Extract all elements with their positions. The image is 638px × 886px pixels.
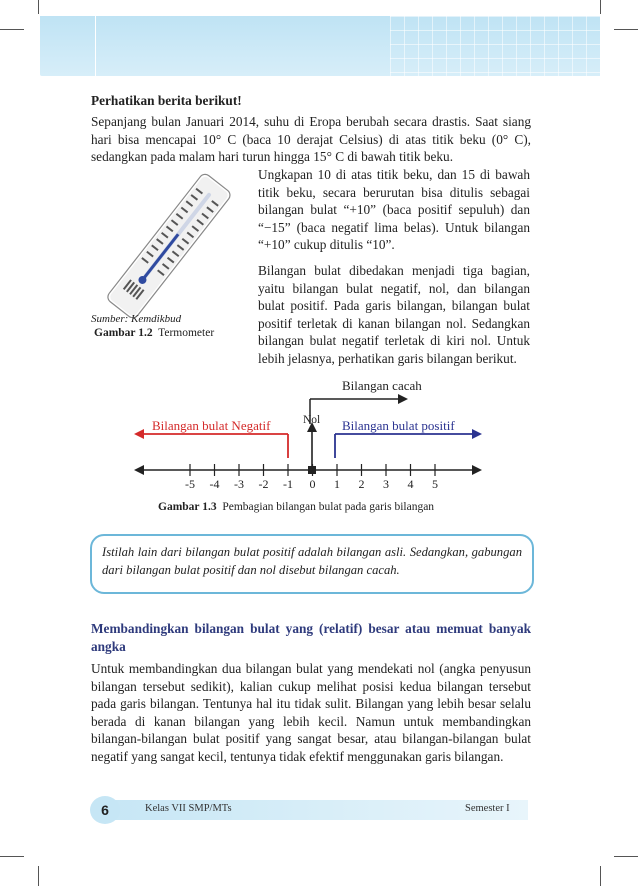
label-bilangan-cacah: Bilangan cacah xyxy=(342,378,422,393)
section-heading: Membandingkan bilangan bulat yang (relatif) besar atau memuat banyak angka xyxy=(91,621,531,654)
tick-label: 0 xyxy=(309,477,316,491)
page-number: 6 xyxy=(90,796,120,824)
tick-label: 5 xyxy=(432,477,438,491)
axis-left-arrowhead xyxy=(134,465,144,475)
crop-mark xyxy=(600,866,601,886)
crop-mark xyxy=(614,856,638,857)
label-nol: Nol xyxy=(303,414,321,426)
crop-mark xyxy=(38,0,39,14)
figure-1-3-caption xyxy=(158,501,434,513)
tick-label: 2 xyxy=(358,477,365,491)
footer-semester: Semester I xyxy=(465,803,510,814)
section-paragraph: Untuk membandingkan dua bilangan bulat yang mendekati nol (angka penyusun bilangan tersebut sedikit), kalian cukup melihat posisi kedua bilangan tersebut pada garis bilangan. Tentunya hal itu tidak sulit. Bilangan yang lebih besar selalu berada di kanan bilangan yang lebih kecil. Namun untuk membandingkan bilangan-bilangan bulat positif yang sangat besar, atau bilangan-bilangan bulat negatif yang sangat kecil, tentunya tidak efektif menggunakan garis bilangan. xyxy=(91,661,531,764)
tick-label: -1 xyxy=(283,477,293,491)
figure-1-3-label: Gambar 1.3 xyxy=(158,501,217,513)
figure-1-2-text: Termometer xyxy=(158,327,215,339)
label-bilangan-bulat-negatif: Bilangan bulat Negatif xyxy=(152,418,271,433)
right-paragraph-1: Ungkapan 10 di atas titik beku, dan 15 di bawah titik beku, secara berurutan bisa ditulis sebagai bilangan bulat “+10” (baca positif sepuluh) dan “−15” (baca negatif lima belas). Untuk bilangan “+10” cukup ditulis “10”. xyxy=(258,167,530,253)
thermometer-image xyxy=(90,168,240,318)
cacah-arrowhead xyxy=(398,394,408,404)
right-paragraph-2: Bilangan bulat dibedakan menjadi tiga bagian, yaitu bilangan bulat negatif, nol, dan bilangan bulat positif. Pada garis bilangan, bilangan bulat positif terletak di kanan bilangan nol. Sedangkan bilangan bulat negatif terletak di kiri nol. Untuk lebih jelasnya, perhatikan garis bilangan berikut. xyxy=(258,263,530,366)
tick-label: 4 xyxy=(407,477,414,491)
tick-label: -4 xyxy=(209,477,220,491)
crop-mark xyxy=(614,29,638,30)
tick-label: -2 xyxy=(258,477,269,491)
tick-label: 1 xyxy=(334,477,340,491)
header-band xyxy=(40,16,600,76)
tick-label: -3 xyxy=(234,477,244,491)
intro-heading: Perhatikan berita berikut! xyxy=(91,93,242,108)
header-divider xyxy=(95,16,96,76)
tick-label: -5 xyxy=(185,477,195,491)
note-text: Istilah lain dari bilangan bulat positif adalah bilangan asli. Sedangkan, gabungan dari bilangan bulat positif dan nol disebut bilangan cacah. xyxy=(102,545,522,577)
tick-label: 3 xyxy=(383,477,389,491)
intro-paragraph: Sepanjang bulan Januari 2014, suhu di Eropa berubah secara drastis. Saat siang hari bisa mencapai 10° C (baca 10 derajat Celsius) di atas titik beku (0° C), sedangkan pada malam hari turun hingga 15° C di bawah titik beku. xyxy=(91,114,531,165)
header-grid-pattern xyxy=(390,16,600,76)
axis-right-arrowhead xyxy=(472,465,482,475)
positif-arrowhead xyxy=(472,429,482,439)
label-bilangan-bulat-positif: Bilangan bulat positif xyxy=(342,418,455,433)
crop-mark xyxy=(0,856,24,857)
figure-1-2-caption xyxy=(94,327,214,339)
crop-mark xyxy=(38,866,39,886)
negatif-arrowhead xyxy=(134,429,144,439)
figure-1-2-source: Sumber: Kemdikbud xyxy=(91,313,182,325)
figure-1-2-label: Gambar 1.2 xyxy=(94,327,153,339)
figure-1-3-text: Pembagian bilangan bulat pada garis bilangan xyxy=(222,501,435,513)
crop-mark xyxy=(600,0,601,14)
footer-book-title: Kelas VII SMP/MTs xyxy=(145,803,232,814)
crop-mark xyxy=(0,29,24,30)
